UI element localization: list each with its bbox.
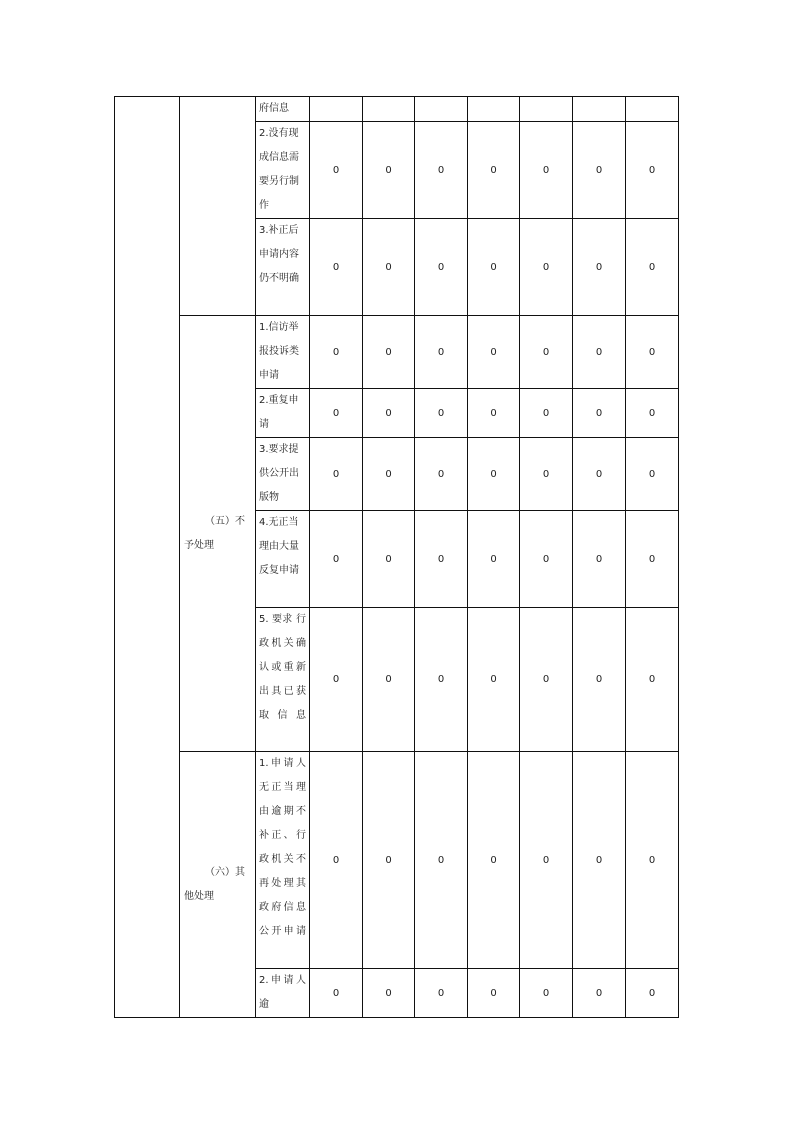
value-cell: 0 [415, 219, 468, 316]
value-cell: 0 [310, 969, 363, 1018]
value-cell: 0 [415, 389, 468, 438]
value-cell: 0 [415, 316, 468, 389]
value-cell: 0 [310, 608, 363, 752]
value-cell: 0 [626, 219, 679, 316]
row-label: 府信息 [256, 97, 310, 122]
value-cell: 0 [468, 122, 520, 219]
table-row [115, 97, 679, 122]
row-label: 2.重复申请 [256, 389, 310, 438]
value-cell: 0 [415, 122, 468, 219]
value-cell: 0 [310, 219, 363, 316]
value-cell: 0 [468, 438, 520, 511]
value-cell: 0 [520, 316, 573, 389]
value-cell: 0 [626, 511, 679, 608]
value-cell: 0 [310, 752, 363, 969]
value-cell: 0 [626, 969, 679, 1018]
value-cell: 0 [626, 122, 679, 219]
value-cell: 0 [626, 438, 679, 511]
value-cell: 0 [468, 969, 520, 1018]
value-cell: 0 [520, 389, 573, 438]
value-cell: 0 [573, 122, 626, 219]
value-cell: 0 [520, 752, 573, 969]
value-cell: 0 [415, 608, 468, 752]
value-cell: 0 [573, 438, 626, 511]
value-cell: 0 [468, 219, 520, 316]
category-label-not-processed: （五）不予处理 [180, 316, 256, 752]
value-cell: 0 [363, 438, 415, 511]
value-cell: 0 [468, 608, 520, 752]
value-cell: 0 [363, 969, 415, 1018]
value-cell: 0 [520, 608, 573, 752]
value-cell [310, 97, 363, 122]
value-cell: 0 [573, 389, 626, 438]
value-cell: 0 [573, 316, 626, 389]
value-cell: 0 [468, 752, 520, 969]
value-cell: 0 [310, 122, 363, 219]
value-cell: 0 [520, 511, 573, 608]
value-cell: 0 [520, 438, 573, 511]
value-cell [468, 97, 520, 122]
report-table [114, 96, 679, 1018]
table-row [115, 752, 679, 969]
row-label: 1.申请人无正当理由逾期不补正、行政机关不再处理其政府信息公开申请 [256, 752, 310, 969]
value-cell: 0 [363, 608, 415, 752]
row-label: 5. 要求 行政机关确认或重新出具已获取信息 [256, 608, 310, 752]
value-cell: 0 [363, 511, 415, 608]
value-cell [415, 97, 468, 122]
value-cell: 0 [626, 316, 679, 389]
value-cell [520, 97, 573, 122]
blank-category-cell [115, 97, 180, 1018]
value-cell: 0 [415, 752, 468, 969]
value-cell: 0 [310, 511, 363, 608]
row-label: 2.没有现成信息需要另行制作 [256, 122, 310, 219]
value-cell: 0 [573, 752, 626, 969]
value-cell [573, 97, 626, 122]
value-cell: 0 [468, 511, 520, 608]
value-cell: 0 [573, 969, 626, 1018]
value-cell: 0 [573, 511, 626, 608]
table-row [115, 316, 679, 389]
value-cell: 0 [363, 219, 415, 316]
value-cell: 0 [468, 389, 520, 438]
value-cell: 0 [310, 316, 363, 389]
value-cell: 0 [415, 438, 468, 511]
row-label: 3.补正后申请内容仍不明确 [256, 219, 310, 316]
value-cell: 0 [363, 752, 415, 969]
value-cell: 0 [310, 389, 363, 438]
row-label: 2.申请人逾 [256, 969, 310, 1018]
category-label-other-processing: （六）其他处理 [180, 752, 256, 1018]
value-cell [626, 97, 679, 122]
value-cell: 0 [573, 219, 626, 316]
value-cell [363, 97, 415, 122]
value-cell: 0 [626, 752, 679, 969]
value-cell: 0 [310, 438, 363, 511]
value-cell: 0 [520, 219, 573, 316]
value-cell: 0 [415, 511, 468, 608]
value-cell: 0 [626, 389, 679, 438]
row-label: 3.要求提供公开出版物 [256, 438, 310, 511]
value-cell: 0 [363, 316, 415, 389]
value-cell: 0 [626, 608, 679, 752]
row-label: 4.无正当理由大量反复申请 [256, 511, 310, 608]
value-cell: 0 [363, 389, 415, 438]
value-cell: 0 [415, 969, 468, 1018]
row-label: 1.信访举报投诉类申请 [256, 316, 310, 389]
value-cell: 0 [468, 316, 520, 389]
value-cell: 0 [573, 608, 626, 752]
value-cell: 0 [520, 122, 573, 219]
value-cell: 0 [520, 969, 573, 1018]
value-cell: 0 [363, 122, 415, 219]
blank-subcategory-cell [180, 97, 256, 316]
